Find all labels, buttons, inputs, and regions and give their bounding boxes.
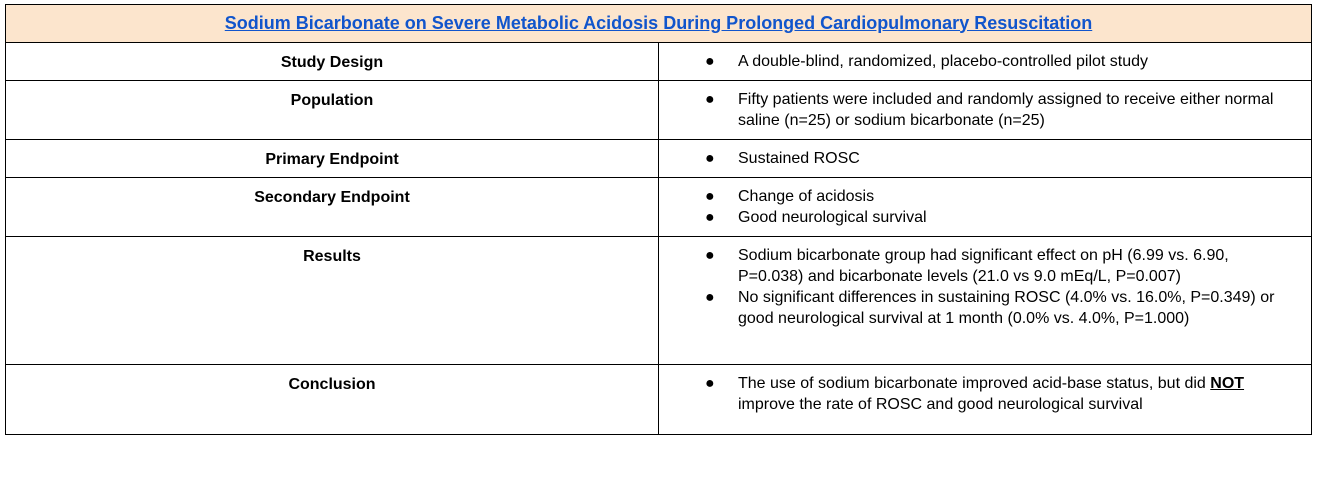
bullet-icon: ● [705, 150, 715, 167]
row-content [659, 237, 1312, 365]
title-cell [6, 5, 1312, 43]
study-summary-table [5, 4, 1312, 435]
bullet-icon: ● [705, 247, 715, 264]
list-item: ● Sustained ROSC [705, 150, 860, 167]
bullet-icon: ● [705, 209, 715, 226]
row-content [659, 81, 1312, 140]
bullet-icon: ● [705, 188, 715, 205]
row-label: Secondary Endpoint [6, 178, 659, 237]
list-item: ● Good neurological survival [705, 209, 927, 226]
table-row [6, 178, 1312, 237]
row-label: Primary Endpoint [6, 140, 659, 178]
list-item: ● A double-blind, randomized, placebo-controlled pilot study [705, 53, 1149, 70]
table-row [6, 140, 1312, 178]
bullet-icon: ● [705, 91, 715, 108]
title-link[interactable]: Sodium Bicarbonate on Severe Metabolic Acidosis During Prolonged Cardiopulmonary Resuscitation [224, 12, 1093, 33]
row-content [659, 365, 1312, 435]
row-label: Results [6, 237, 659, 365]
bullet-icon: ● [705, 53, 715, 70]
table-row [6, 81, 1312, 140]
not-emphasis: NOT [1210, 375, 1245, 392]
row-content [659, 140, 1312, 178]
list-item: ● No significant differences in sustaining ROSC (4.0% vs. 16.0%, P=0.349) or good neurological survival at 1 month (0.0% vs. 4.0%, P=1.000) [705, 289, 1275, 327]
title-row [6, 5, 1312, 43]
list-item: ● Fifty patients were included and randomly assigned to receive either normal saline (n=25) or sodium bicarbonate (n=25) [705, 91, 1274, 129]
row-label: Study Design [6, 43, 659, 81]
list-item: ● Change of acidosis [705, 188, 875, 205]
row-label: Population [6, 81, 659, 140]
table-row [6, 43, 1312, 81]
list-item: ● Sodium bicarbonate group had significant effect on pH (6.99 vs. 6.90, P=0.038) and bicarbonate levels (21.0 vs 9.0 mEq/L, P=0.007) [705, 247, 1229, 285]
row-content [659, 178, 1312, 237]
table-row [6, 365, 1312, 435]
row-content [659, 43, 1312, 81]
list-item: ● The use of sodium bicarbonate improved acid-base status, but did NOT improve the rate of ROSC and good neurological survival [705, 375, 1245, 413]
row-label: Conclusion [6, 365, 659, 435]
bullet-icon: ● [705, 289, 715, 306]
bullet-icon: ● [705, 375, 715, 392]
table-row [6, 237, 1312, 365]
